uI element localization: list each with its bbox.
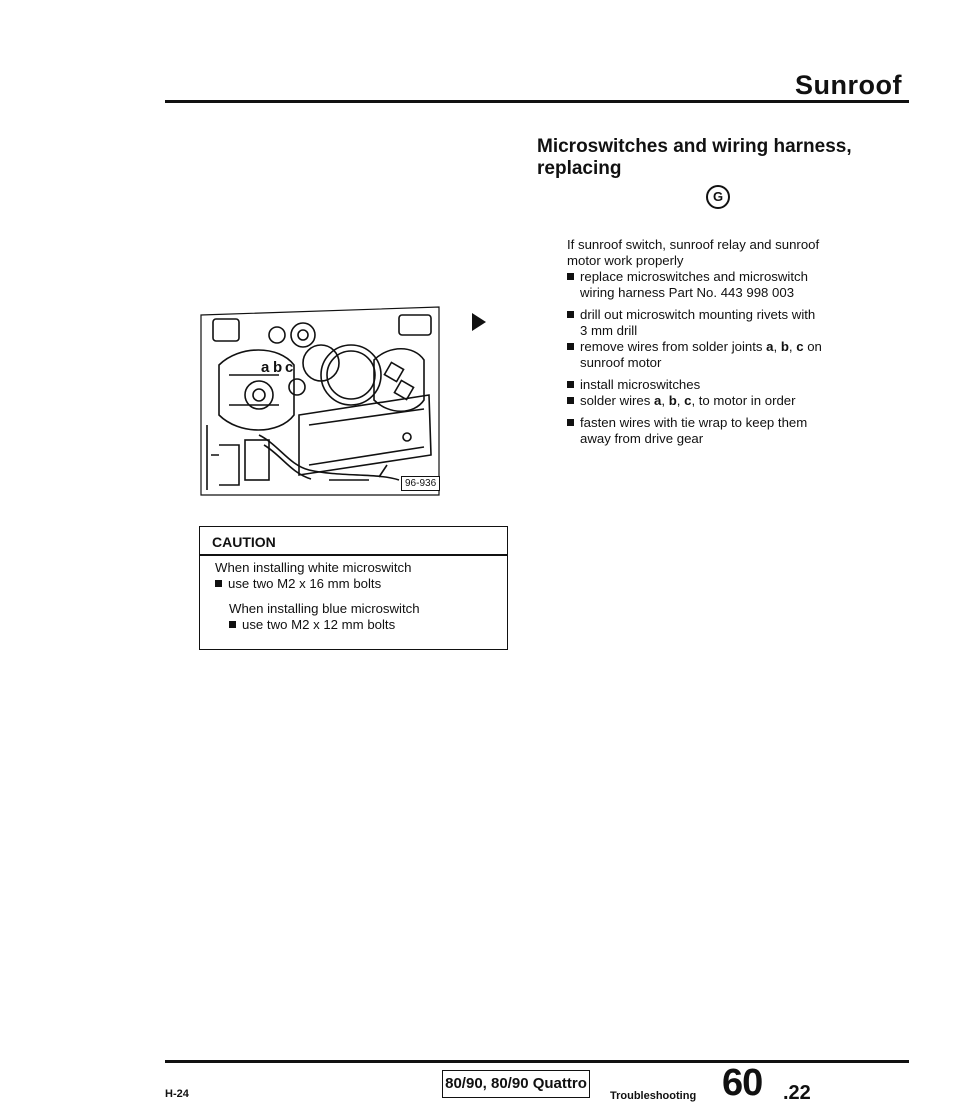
step-item: remove wires from solder joints a, b, c on sunroof motor (567, 339, 897, 371)
header-rule (165, 100, 909, 103)
intro-line1: If sunroof switch, sunroof relay and sunroof (567, 237, 820, 252)
section-title-line1: Microswitches and wiring harness, (537, 136, 852, 157)
caution-blue-group (229, 601, 509, 633)
bullet-square-icon (567, 273, 574, 280)
callout-b: b (273, 359, 283, 376)
caution-blue-item: use two M2 x 12 mm bolts (242, 617, 396, 632)
intro-line2: motor work properly (567, 253, 684, 268)
step-item: solder wires a, b, c, to motor in order (567, 393, 897, 409)
section-subnumber: .22 (783, 1082, 811, 1104)
callout-a: a (261, 359, 270, 376)
caution-white-intro: When installing white microswitch (215, 560, 412, 575)
step-item: drill out microswitch mounting rivets with 3 mm drill (567, 307, 897, 339)
sunroof-motor-illustration (199, 305, 459, 500)
bullet-square-icon (567, 381, 574, 388)
caution-white-item: use two M2 x 16 mm bolts (228, 576, 382, 591)
footer-rule (165, 1060, 909, 1063)
model-badge: 80/90, 80/90 Quattro (442, 1070, 590, 1098)
caution-title: CAUTION (212, 534, 276, 550)
section-title (537, 136, 852, 180)
procedure-steps (567, 269, 897, 447)
caution-white-group (215, 560, 495, 592)
bullet-square-icon (567, 311, 574, 318)
figure-reference-label: 96-936 (401, 476, 440, 491)
bullet-square-icon (215, 580, 222, 587)
step-item: install microswitches (567, 377, 897, 393)
bullet-square-icon (567, 343, 574, 350)
step-item: fasten wires with tie wrap to keep them away from drive gear (567, 415, 897, 447)
bullet-square-icon (229, 621, 236, 628)
pointer-arrow-icon (472, 313, 486, 331)
section-label: Troubleshooting (610, 1090, 697, 1102)
callout-c: c (285, 359, 294, 376)
caution-blue-intro: When installing blue microswitch (229, 601, 420, 616)
section-number: 60 (722, 1062, 763, 1104)
procedure-text (567, 237, 897, 447)
caution-divider (199, 554, 508, 556)
circled-g-symbol: G (706, 185, 730, 209)
page-header-title: Sunroof (795, 70, 902, 100)
section-title-line2: replacing (537, 158, 622, 179)
bullet-square-icon (567, 397, 574, 404)
page-number: H-24 (165, 1088, 189, 1100)
step-item: replace microswitches and microswitch wiring harness Part No. 443 998 003 (567, 269, 897, 301)
bullet-square-icon (567, 419, 574, 426)
